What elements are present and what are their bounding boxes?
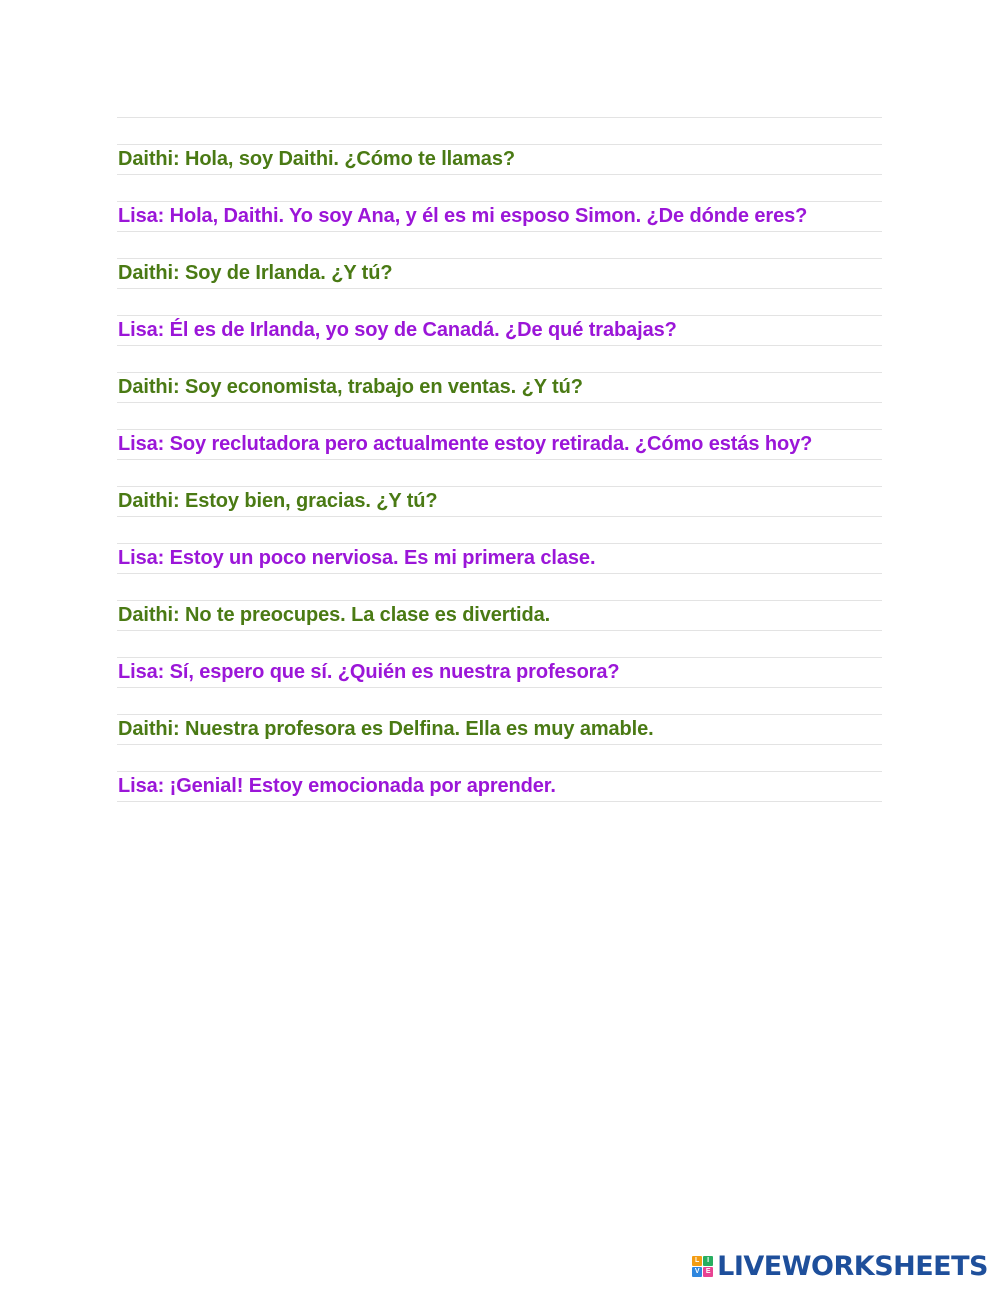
dialogue-text: Daithi: Soy economista, trabajo en ventas. ¿Y tú? <box>118 376 583 398</box>
dialogue-text: Lisa: Él es de Irlanda, yo soy de Canadá. ¿De qué trabajas? <box>118 319 677 341</box>
dialogue-line <box>117 144 882 175</box>
dialogue-line <box>117 714 882 745</box>
dialogue-line <box>117 258 882 289</box>
logo-mark-tile: L <box>692 1256 702 1266</box>
logo-mark-icon <box>692 1256 713 1277</box>
logo-mark-tile: I <box>703 1256 713 1266</box>
dialogue-line <box>117 429 882 460</box>
dialogue-text: Lisa: Sí, espero que sí. ¿Quién es nuestra profesora? <box>118 661 620 683</box>
dialogue-text: Lisa: Soy reclutadora pero actualmente estoy retirada. ¿Cómo estás hoy? <box>118 433 813 455</box>
dialogue-line <box>117 657 882 688</box>
logo-mark-tile: V <box>692 1267 702 1277</box>
dialogue-line <box>117 600 882 631</box>
top-rule <box>117 117 882 118</box>
dialogue-text: Lisa: Hola, Daithi. Yo soy Ana, y él es mi esposo Simon. ¿De dónde eres? <box>118 205 808 227</box>
liveworksheets-logo <box>692 1251 988 1282</box>
dialogue-line <box>117 543 882 574</box>
dialogue-line <box>117 486 882 517</box>
dialogue-line <box>117 372 882 403</box>
dialogue-text: Lisa: Estoy un poco nerviosa. Es mi primera clase. <box>118 547 596 569</box>
dialogue-text: Daithi: Hola, soy Daithi. ¿Cómo te llamas? <box>118 148 515 170</box>
dialogue-text: Daithi: Soy de Irlanda. ¿Y tú? <box>118 262 393 284</box>
logo-text: LIVEWORKSHEETS <box>717 1251 988 1282</box>
dialogue-line <box>117 315 882 346</box>
dialogue-text: Daithi: Estoy bien, gracias. ¿Y tú? <box>118 490 438 512</box>
dialogue-text: Daithi: Nuestra profesora es Delfina. Ella es muy amable. <box>118 718 654 740</box>
dialogue-text: Lisa: ¡Genial! Estoy emocionada por aprender. <box>118 775 556 797</box>
dialogue-text: Daithi: No te preocupes. La clase es divertida. <box>118 604 551 626</box>
logo-mark-tile: E <box>703 1267 713 1277</box>
dialogue <box>117 144 882 828</box>
dialogue-line <box>117 201 882 232</box>
dialogue-line <box>117 771 882 802</box>
